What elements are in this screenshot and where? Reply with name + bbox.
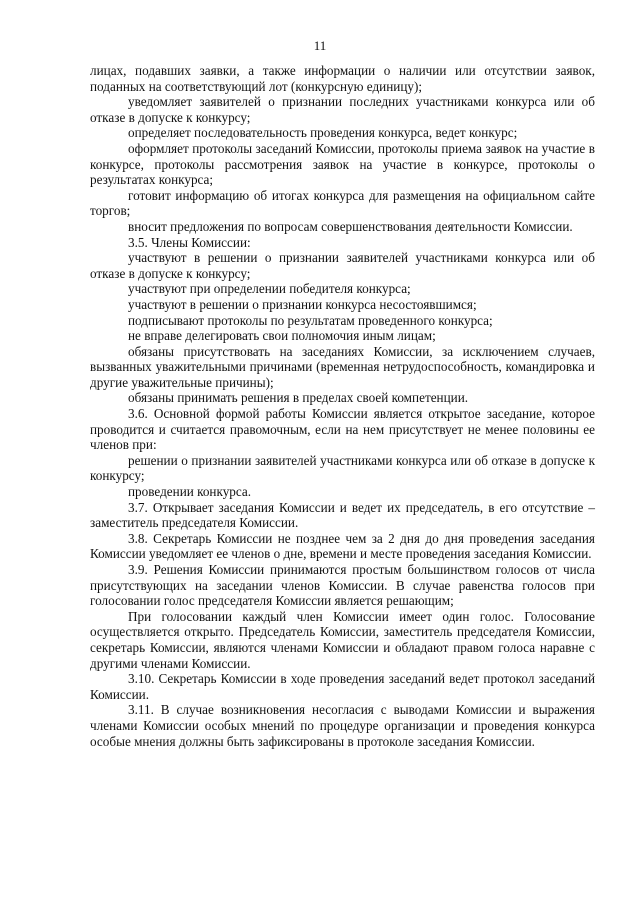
page-number: 11 — [313, 38, 327, 53]
section-paragraph-3-10: 3.10. Секретарь Комиссии в ходе проведения заседаний ведет протокол заседаний Комиссии. — [90, 671, 595, 702]
paragraph: готовит информацию об итогах конкурса для размещения на официальном сайте торгов; — [90, 187, 595, 219]
section-paragraph-3-11: 3.11. В случае возникновения несогласия с выводами Комиссии и выражения членами Комиссии особых мнений по процедуре организации и проведения конкурса особые мнения должны быть зафиксированы в протоколе заседания Комиссии. — [90, 702, 595, 749]
paragraph: не вправе делегировать свои полномочия иным лицам; — [128, 328, 436, 344]
paragraph: определяет последовательность проведения конкурса, ведет конкурс; — [128, 125, 518, 141]
section-heading-3-5: 3.5. Члены Комиссии: — [128, 234, 251, 250]
paragraph: участвуют при определении победителя конкурса; — [128, 281, 411, 297]
paragraph: вносит предложения по вопросам совершенствования деятельности Комиссии. — [128, 218, 573, 234]
section-paragraph-3-9: 3.9. Решения Комиссии принимаются простым большинством голосов от числа присутствующих на заседании членов Комиссии. В случае равенства голосов при голосовании голос председателя Комиссии является решающим; — [90, 562, 595, 609]
section-paragraph-3-6: 3.6. Основной формой работы Комиссии является открытое заседание, которое проводится и считается правомочным, если на нем присутствует не менее половины ее членов при: — [90, 406, 595, 453]
paragraph: обязаны присутствовать на заседаниях Комиссии, за исключением случаев, вызванных уважительными причинами (временная нетрудоспособность, командировка и другие уважительные причины); — [90, 343, 595, 390]
paragraph: При голосовании каждый член Комиссии имеет один голос. Голосование осуществляется открыто. Председатель Комиссии, заместитель председателя Комиссии, секретарь Комиссии, являются членами Комиссии и обладают правом голоса наравне с другими членами Комиссии. — [90, 608, 595, 671]
section-paragraph-3-8: 3.8. Секретарь Комиссии не позднее чем за 2 дня до дня проведения заседания Комиссии уведомляет ее членов о дне, времени и месте проведения заседания Комиссии. — [90, 530, 595, 562]
paragraph: участвуют в решении о признании конкурса несостоявшимся; — [128, 296, 477, 312]
paragraph: проведении конкурса. — [128, 484, 252, 500]
paragraph-continuation: лицах, подавших заявки, а также информации о наличии или отсутствии заявок, поданных на соответствующий лот (конкурсную единицу); — [90, 63, 595, 94]
paragraph: участвуют в решении о признании заявителей участниками конкурса или об отказе в допуске к конкурсу; — [90, 250, 595, 281]
paragraph: оформляет протоколы заседаний Комиссии, протоколы приема заявок на участие в конкурсе, протоколы рассмотрения заявок на участие в конкурсе, протоколы о результатах конкурса; — [90, 140, 595, 188]
paragraph: обязаны принимать решения в пределах своей компетенции. — [128, 390, 469, 406]
paragraph: уведомляет заявителей о признании последних участниками конкурса или об отказе в допуске к конкурсу; — [90, 94, 595, 125]
document-body — [90, 63, 595, 749]
paragraph: подписывают протоколы по результатам проведенного конкурса; — [128, 312, 493, 328]
section-paragraph-3-7: 3.7. Открывает заседания Комиссии и ведет их председатель, в его отсутствие – заместитель председателя Комиссии. — [90, 499, 595, 531]
paragraph: решении о признании заявителей участниками конкурса или об отказе в допуске к конкурсу; — [90, 452, 595, 484]
